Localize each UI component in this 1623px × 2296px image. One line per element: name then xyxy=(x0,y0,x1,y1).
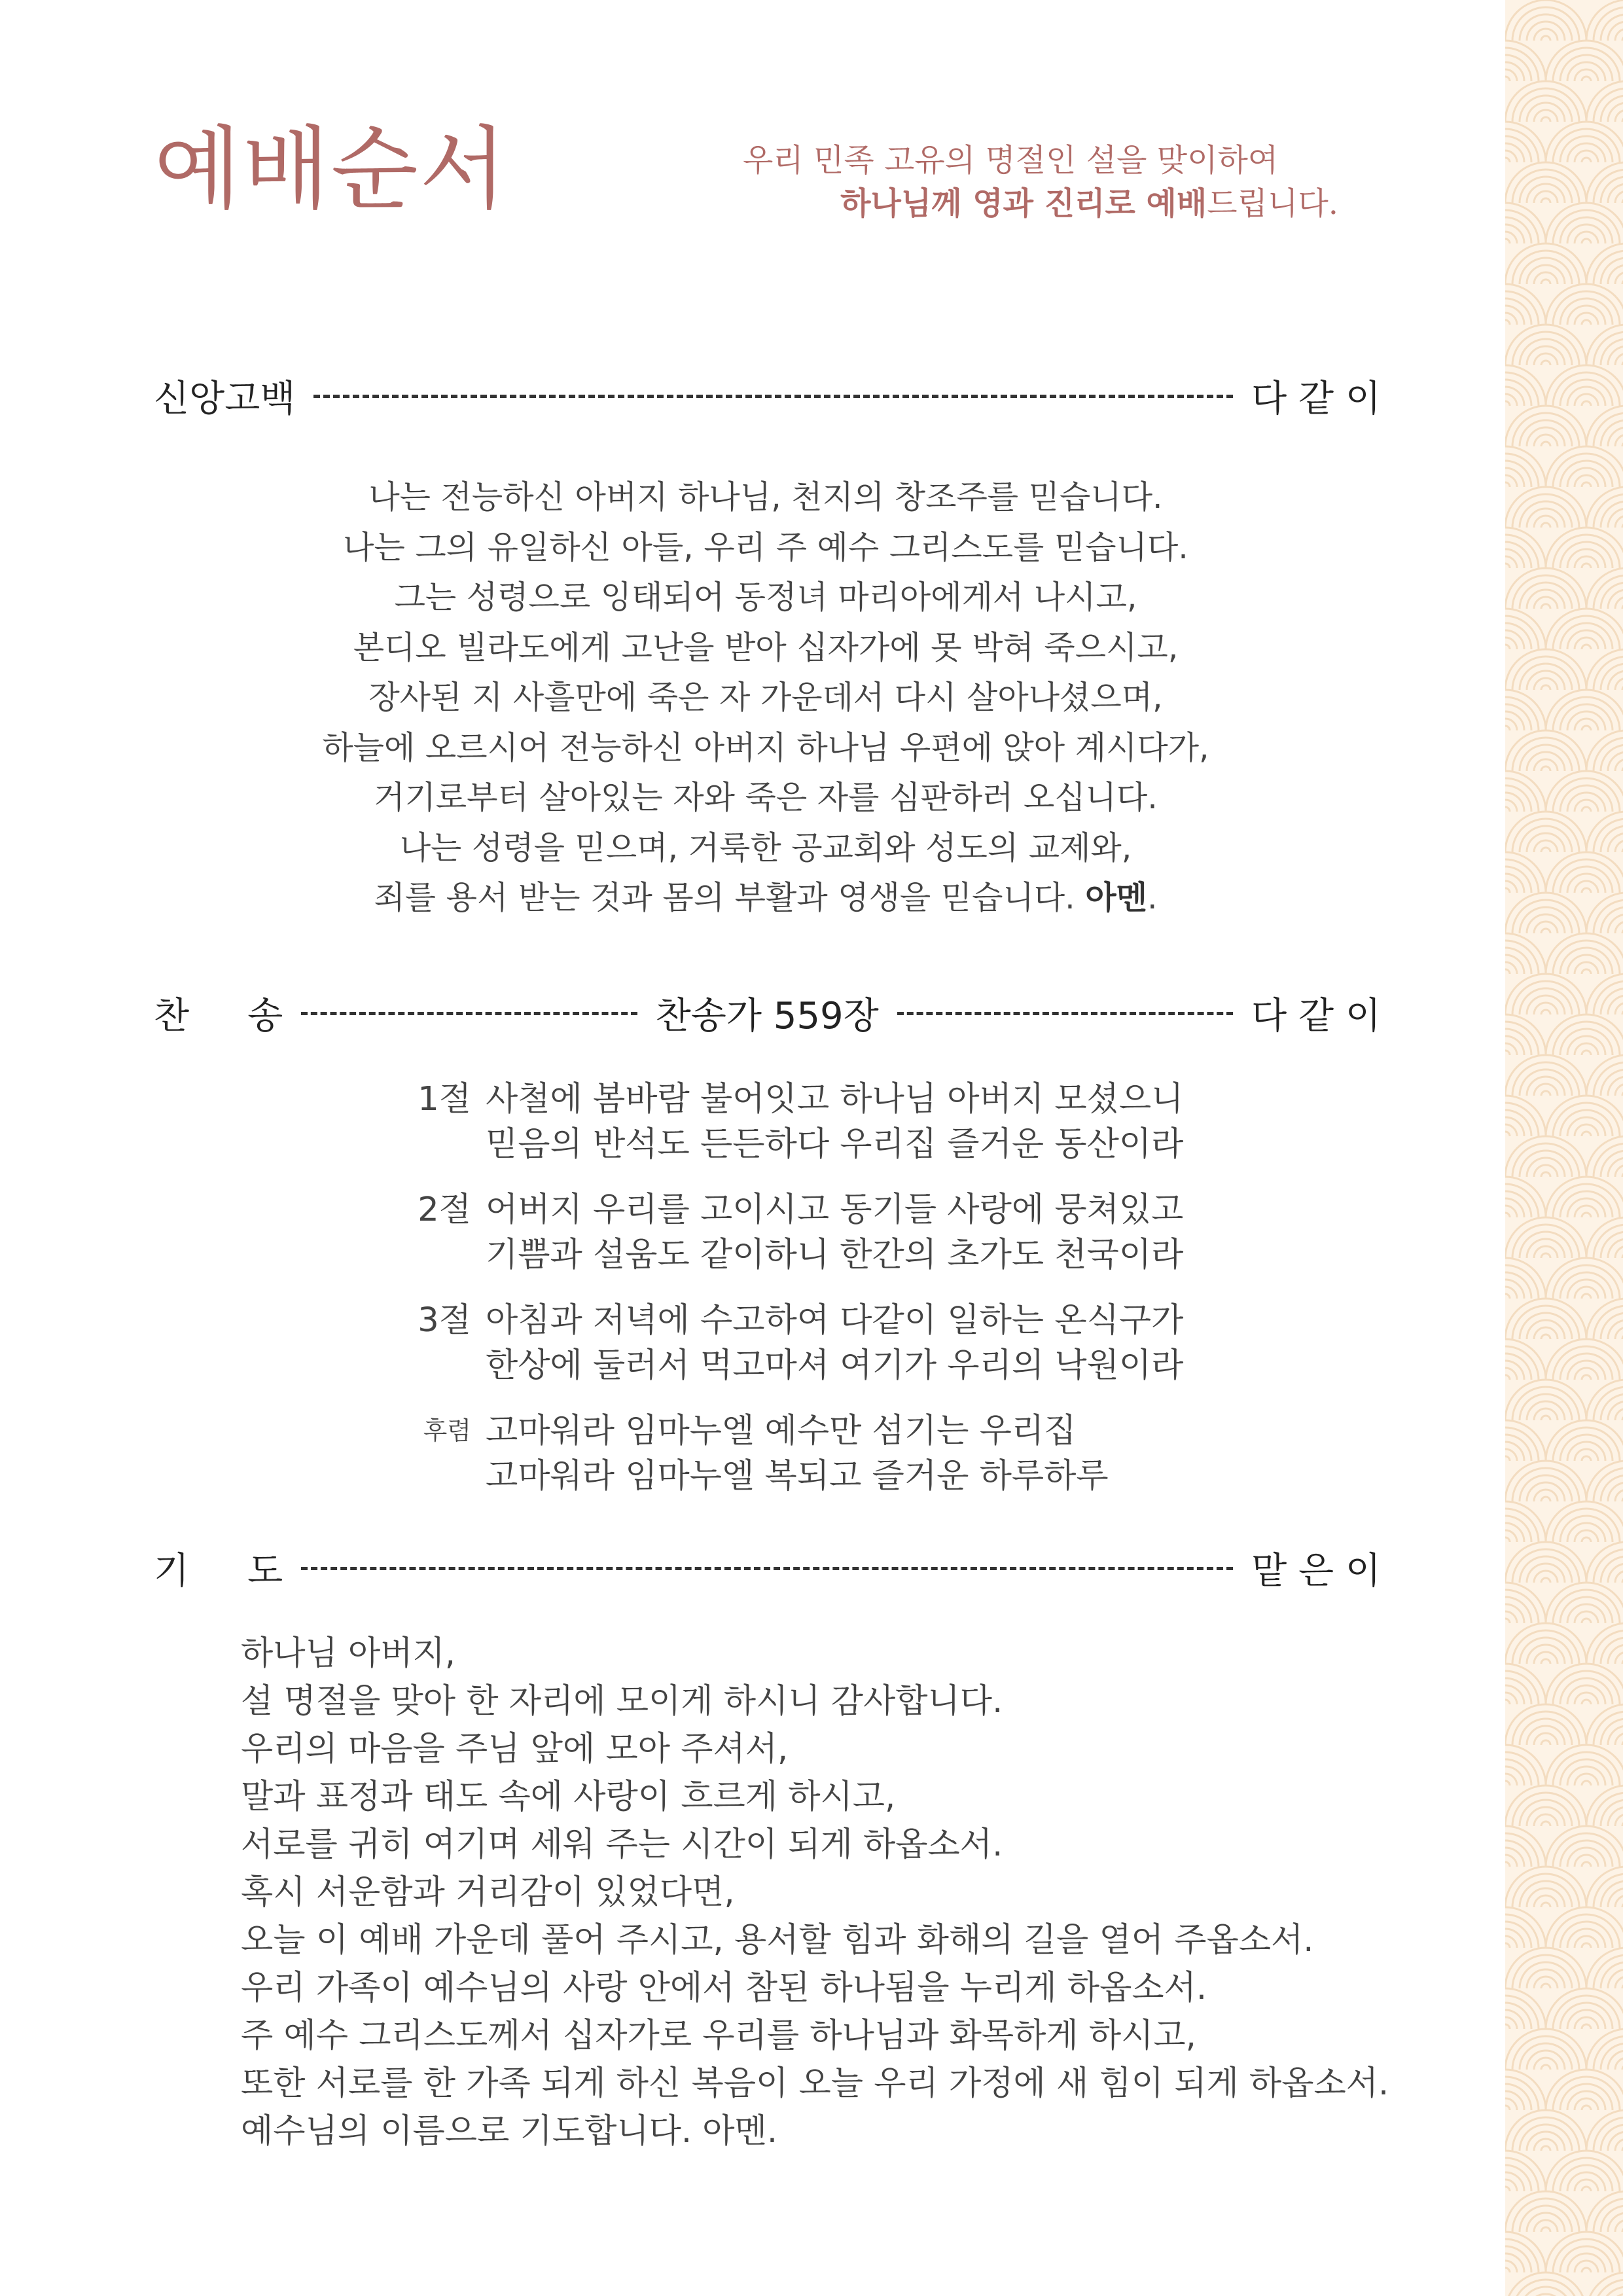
verse-number: 3절 xyxy=(418,1301,471,1340)
lyric-line: 아침과 저녁에 수고하여 다같이 일하는 온식구가 xyxy=(486,1301,1184,1340)
refrain-label: 후렴 xyxy=(423,1416,471,1445)
section-leader-role: 맡 은 이 xyxy=(1251,1550,1381,1592)
dashed-leader xyxy=(313,395,1233,398)
creed-period: . xyxy=(1147,879,1158,916)
creed-line xyxy=(154,873,1378,924)
lyric-line: 고마워라 임마누엘 예수만 섬기는 우리집 xyxy=(486,1412,1077,1450)
lyric-line: 한상에 둘러서 먹고마셔 여기가 우리의 낙원이라 xyxy=(486,1346,1184,1385)
prayer-line: 혹시 서운함과 거리감이 있었다면, xyxy=(241,1873,735,1912)
creed-line: 그는 성령으로 잉태되어 동정녀 마리아에게서 나시고, xyxy=(394,579,1137,616)
prayer-line: 서로를 귀히 여기며 세워 주는 시간이 되게 하옵소서. xyxy=(241,1825,1003,1864)
prayer-line: 또한 서로를 한 가족 되게 하신 복음이 오늘 우리 가정에 새 힘이 되게 하옵소서. xyxy=(241,2064,1389,2103)
lyric-line: 사철에 봄바람 불어잇고 하나님 아버지 모셨으니 xyxy=(486,1080,1184,1119)
creed-line: 하늘에 오르시어 전능하신 아버지 하나님 우편에 앉아 계시다가, xyxy=(322,728,1209,766)
creed-line: 나는 전능하신 아버지 하나님, 천지의 창조주를 믿습니다. xyxy=(368,478,1163,516)
prayer-line: 우리의 마음을 주님 앞에 모아 주셔서, xyxy=(241,1730,789,1768)
section-label: 찬 송 xyxy=(154,995,283,1037)
subtitle-line-2 xyxy=(687,182,1338,225)
apostles-creed-text xyxy=(154,473,1378,924)
section-label: 기 도 xyxy=(154,1550,283,1592)
subtitle-emphasis: 하나님께 영과 진리로 예배 xyxy=(840,185,1207,222)
prayer-line: 하나님 아버지, xyxy=(241,1634,456,1673)
dashed-leader xyxy=(301,1567,1233,1570)
prayer-line: 오늘 이 예배 가운데 풀어 주시고, 용서할 힘과 화해의 길을 열어 주옵소서. xyxy=(241,1921,1314,1960)
section-heading-hymn xyxy=(154,987,1381,1039)
seigaiha-pattern xyxy=(1505,0,1623,2296)
creed-line: 거기로부터 살아있는 자와 죽은 자를 심판하러 오십니다. xyxy=(374,779,1158,816)
lyric-line: 고마워라 임마누엘 복되고 즐거운 하루하루 xyxy=(486,1457,1109,1496)
section-leader-role: 다 같 이 xyxy=(1251,378,1381,420)
prayer-text xyxy=(241,1630,1389,2155)
lyric-line: 기쁨과 설움도 같이하니 한간의 초가도 천국이라 xyxy=(486,1236,1184,1274)
lyric-line: 믿음의 반석도 든든하다 우리집 즐거운 동산이라 xyxy=(486,1125,1184,1164)
subtitle-line-1: 우리 민족 고유의 명절인 설을 맞이하여 xyxy=(743,142,1279,179)
section-leader-role: 다 같 이 xyxy=(1251,995,1382,1037)
lyric-line: 어버지 우리를 고이시고 동기들 사랑에 뭉쳐있고 xyxy=(486,1191,1184,1229)
subtitle xyxy=(687,139,1338,225)
hymn-refrain xyxy=(393,1408,1183,1499)
page-title: 예배순서 xyxy=(154,117,508,222)
creed-last-text: 죄를 용서 받는 것과 몸의 부활과 영생을 믿습니다. xyxy=(374,879,1075,916)
prayer-line: 설 명절을 맞아 한 자리에 모이게 하시니 감사합니다. xyxy=(241,1682,1003,1721)
creed-line: 나는 그의 유일하신 아들, 우리 주 예수 그리스도를 믿습니다. xyxy=(343,528,1188,566)
verse-number: 1절 xyxy=(418,1080,471,1119)
section-heading-creed xyxy=(154,370,1381,422)
hymn-verse xyxy=(393,1187,1183,1278)
wave-pattern-border xyxy=(1505,0,1623,2296)
dashed-leader xyxy=(301,1012,637,1015)
hymn-lyrics xyxy=(393,1077,1183,1519)
section-label: 신앙고백 xyxy=(154,378,296,420)
hymn-verse xyxy=(393,1077,1183,1167)
section-heading-prayer xyxy=(154,1542,1381,1594)
prayer-line: 주 예수 그리스도께서 십자가로 우리를 하나님과 화목하게 하시고, xyxy=(241,2017,1196,2055)
subtitle-rest: 드립니다. xyxy=(1207,185,1338,222)
verse-number: 2절 xyxy=(418,1191,471,1229)
prayer-line: 우리 가족이 예수님의 사랑 안에서 참된 하나됨을 누리게 하옵소서. xyxy=(241,1969,1207,2007)
prayer-line: 말과 표정과 태도 속에 사랑이 흐르게 하시고, xyxy=(241,1778,896,1816)
hymn-verse xyxy=(393,1298,1183,1388)
creed-line: 나는 성령을 믿으며, 거룩한 공교회와 성도의 교제와, xyxy=(399,829,1132,867)
prayer-line: 예수님의 이름으로 기도합니다. 아멘. xyxy=(241,2112,778,2151)
creed-line: 본디오 빌라도에게 고난을 받아 십자가에 못 박혀 죽으시고, xyxy=(353,628,1179,666)
dashed-leader xyxy=(897,1012,1233,1015)
creed-amen: 아멘 xyxy=(1085,879,1147,916)
creed-line: 장사된 지 사흘만에 죽은 자 가운데서 다시 살아나셨으며, xyxy=(368,679,1163,716)
hymn-number: 찬송가 559장 xyxy=(655,995,879,1037)
